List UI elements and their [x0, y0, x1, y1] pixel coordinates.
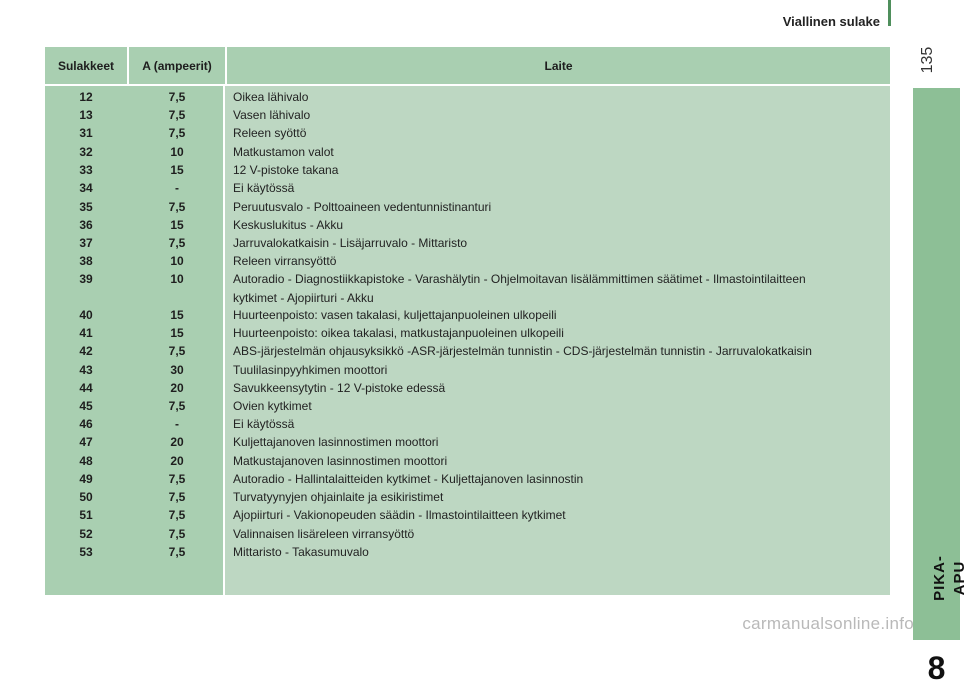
device-text-line: 12 V-pistoke takana: [233, 163, 339, 177]
device-text-line: Matkustamon valot: [233, 145, 334, 159]
fuse-number: 36: [79, 218, 93, 232]
header-device: Laite: [227, 47, 890, 84]
device-text-line: Ajopiirturi - Vakionopeuden säädin - Ilmastointilaitteen kytkimet: [233, 508, 566, 522]
table-header: [45, 47, 890, 84]
device-text-line: Oikea lähivalo: [233, 90, 309, 104]
fuse-device: [233, 453, 885, 470]
fuse-amperage: 20: [170, 381, 184, 395]
fuse-device: [233, 526, 885, 543]
fuse-amperage: 10: [170, 145, 184, 159]
fuse-number: 38: [79, 254, 93, 268]
fuse-number: 41: [79, 326, 93, 340]
fuse-amperage: -: [175, 181, 179, 195]
fuse-device: [233, 362, 885, 379]
fuse-number: 12: [79, 90, 93, 104]
device-text-line: Valinnaisen lisäreleen virransyöttö: [233, 527, 415, 541]
fuse-amperage: -: [175, 417, 179, 431]
fuse-amperage: 7,5: [168, 108, 186, 122]
device-text-line: Huurteenpoisto: vasen takalasi, kuljettajanpuoleinen ulkopeili: [233, 308, 557, 322]
fuse-number: 42: [79, 344, 93, 358]
device-text-line: Releen virransyöttö: [233, 254, 337, 268]
fuse-number: 51: [79, 508, 93, 522]
page-number: 135: [919, 46, 936, 74]
fuse-number: 32: [79, 145, 93, 159]
device-text-line: ABS-järjestelmän ohjausyksikkö -ASR-järjestelmän tunnistin - CDS-järjestelmän tunnistin - Jarruvalokatkaisin: [233, 344, 812, 358]
device-text-line: Matkustajanoven lasinnostimen moottori: [233, 454, 448, 468]
side-tab: [913, 88, 968, 686]
fuse-device: [233, 144, 885, 161]
device-text-line: Ei käytössä: [233, 417, 295, 431]
device-text-line: Turvatyynyjen ohjainlaite ja esikiristimet: [233, 490, 444, 504]
fuse-number: 31: [79, 126, 93, 140]
device-text-line: Tuulilasinpyyhkimen moottori: [233, 363, 388, 377]
device-text-line: kytkimet - Ajopiirturi - Akku: [233, 291, 374, 305]
device-text-line: Autoradio - Hallintalaitteiden kytkimet - Kuljettajanoven lasinnostin: [233, 472, 584, 486]
header-title: Viallinen sulake: [782, 14, 880, 29]
fuse-device: [233, 398, 885, 415]
footer-watermark: carmanualsonline.info: [742, 614, 914, 633]
device-text-line: Keskuslukitus - Akku: [233, 218, 344, 232]
device-text-line: Kuljettajanoven lasinnostimen moottori: [233, 435, 439, 449]
header-rule: [888, 0, 891, 26]
fuse-number: 44: [79, 381, 93, 395]
fuse-amperage: 7,5: [168, 399, 186, 413]
fuse-amperage: 7,5: [168, 126, 186, 140]
fuse-table: [45, 47, 890, 595]
fuse-device: [233, 434, 885, 451]
fuse-amperage: 20: [170, 435, 184, 449]
fuse-device: [233, 217, 885, 234]
fuse-number: 46: [79, 417, 93, 431]
fuse-amperage: 30: [170, 363, 184, 377]
fuse-amperage: 10: [170, 272, 184, 286]
fuse-amperage: 15: [170, 308, 184, 322]
fuse-number: 43: [79, 363, 93, 377]
fuse-device: [233, 489, 885, 506]
device-text-line: Ovien kytkimet: [233, 399, 312, 413]
fuse-number: 37: [79, 236, 93, 250]
fuse-amperage: 7,5: [168, 472, 186, 486]
side-tab-divider: [921, 648, 953, 649]
device-text-line: Mittaristo - Takasumuvalo: [233, 545, 369, 559]
fuse-number: 48: [79, 454, 93, 468]
fuse-amperage: 15: [170, 326, 184, 340]
fuse-device: [233, 343, 885, 360]
fuse-device: [233, 89, 885, 106]
fuse-device: [233, 507, 885, 524]
fuse-amperage: 7,5: [168, 490, 186, 504]
device-text-line: Jarruvalokatkaisin - Lisäjarruvalo - Mittaristo: [233, 236, 468, 250]
fuse-device: [233, 307, 885, 324]
fuse-number: 40: [79, 308, 93, 322]
fuse-device: [233, 471, 885, 488]
fuse-number: 39: [79, 272, 93, 286]
fuse-amperage: 7,5: [168, 90, 186, 104]
fuse-number: 35: [79, 200, 93, 214]
fuse-device: [233, 162, 885, 179]
fuse-device: [233, 125, 885, 142]
fuse-number: 45: [79, 399, 93, 413]
device-text-line: Ei käytössä: [233, 181, 295, 195]
fuse-number: 49: [79, 472, 93, 486]
fuse-amperage: 7,5: [168, 344, 186, 358]
fuse-device: [233, 235, 885, 252]
header-amperes: A (ampeerit): [129, 47, 225, 84]
device-text-line: Savukkeensytytin - 12 V-pistoke edessä: [233, 381, 446, 395]
device-text-line: Vasen lähivalo: [233, 108, 311, 122]
fuse-number: 53: [79, 545, 93, 559]
fuse-amperage: 20: [170, 454, 184, 468]
device-text-line: Releen syöttö: [233, 126, 307, 140]
fuse-number: 52: [79, 527, 93, 541]
fuse-device: [233, 325, 885, 342]
side-tab-label: PIKA-APU: [931, 555, 968, 601]
fuse-device: [233, 253, 885, 270]
fuse-number: 34: [79, 181, 93, 195]
device-text-line: Autoradio - Diagnostiikkapistoke - Varashälytin - Ohjelmoitavan lisälämmittimen säätimet - Ilmastointilaitteen: [233, 272, 806, 286]
device-text-line: Peruutusvalo - Polttoaineen vedentunnistinanturi: [233, 200, 492, 214]
fuse-number: 13: [79, 108, 93, 122]
fuse-amperage: 15: [170, 218, 184, 232]
fuse-device: [233, 199, 885, 216]
fuse-device: [233, 416, 885, 433]
fuse-number: 33: [79, 163, 93, 177]
fuse-number: 50: [79, 490, 93, 504]
fuse-device: [233, 107, 885, 124]
fuse-amperage: 15: [170, 163, 184, 177]
fuse-amperage: 7,5: [168, 545, 186, 559]
fuse-number: 47: [79, 435, 93, 449]
fuse-amperage: 7,5: [168, 200, 186, 214]
fuse-device: [233, 271, 885, 307]
table-body: [45, 86, 890, 595]
fuse-amperage: 7,5: [168, 508, 186, 522]
chapter-number: 8: [927, 650, 946, 686]
fuse-device: [233, 180, 885, 197]
fuse-device: [233, 544, 885, 561]
header-fuses: Sulakkeet: [45, 47, 127, 84]
fuse-amperage: 7,5: [168, 527, 186, 541]
device-text-line: Huurteenpoisto: oikea takalasi, matkustajanpuoleinen ulkopeili: [233, 326, 564, 340]
fuse-amperage: 10: [170, 254, 184, 268]
fuse-device: [233, 380, 885, 397]
fuse-amperage: 7,5: [168, 236, 186, 250]
